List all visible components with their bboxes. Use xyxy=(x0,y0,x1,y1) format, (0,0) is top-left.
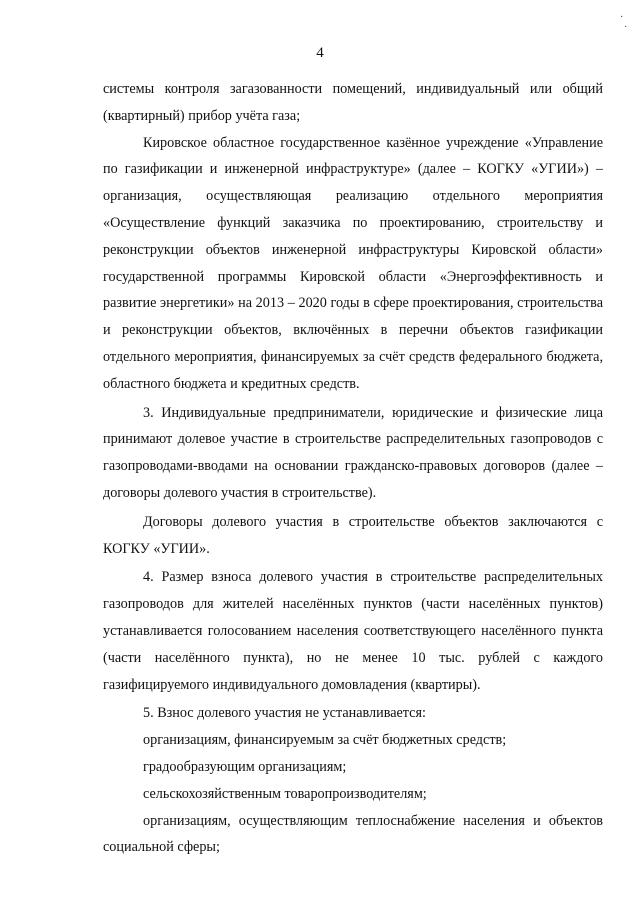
scan-speck: · xyxy=(620,12,624,23)
page-number: 4 xyxy=(316,45,324,61)
paragraph-9: сельскохозяйственным товаропроизводителям; xyxy=(143,785,427,802)
paragraph-7: организациям, финансируемым за счёт бюджетных средств; xyxy=(143,732,507,749)
paragraph-1: системы контроля загазованности помещений, индивидуальный или общий (квартирный) прибор учёта газа; xyxy=(103,81,603,124)
paragraph-8: градообразующим организациям; xyxy=(143,758,347,775)
paragraph-3: 3. Индивидуальные предприниматели, юридические и физические лица принимают долевое участие в строительстве распределительных газопроводов с газопроводами-вводами на основании гражданско-правовых договоров (далее – договоры долевого участия в строительстве). xyxy=(103,404,603,501)
paragraph-4: Договоры долевого участия в строительстве объектов заключаются с КОГКУ «УГИИ». xyxy=(103,513,603,557)
paragraph-5: 4. Размер взноса долевого участия в строительстве распределительных газопроводов для жителей населённых пунктов (части населённых пунктов) устанавливается голосованием населения соответствующего населённого пункта (части населённого пункта), но не менее 10 тыс. рублей с каждого газифицируемого индивидуального домовладения (квартиры). xyxy=(103,569,603,693)
paragraph-10: организациям, осуществляющим теплоснабжение населения и объектов социальной сферы; xyxy=(103,812,603,856)
paragraph-2: Кировское областное государственное казённое учреждение «Управление по газификации и инженерной инфраструктуре» (далее – КОГКУ «УГИИ») – организация, осуществляющая реализацию отдельного мероприятия «Осуществление функций заказчика по проектированию, строительству и реконструкции объектов инженерной инфраструктуры Кировской области» государственной программы Кировской области «Энергоэффективность и развитие энергетики» на 2013 – 2020 годы в сфере проектирования, строительства и реконструкции объектов, включённых в перечни объектов газификации отдельного мероприятия, финансируемых за счёт средств федерального бюджета, областного бюджета и кредитных средств. xyxy=(103,134,603,392)
paragraph-6: 5. Взнос долевого участия не устанавливается: xyxy=(143,705,426,722)
document-body xyxy=(103,76,603,861)
scan-speck: · xyxy=(624,22,628,33)
